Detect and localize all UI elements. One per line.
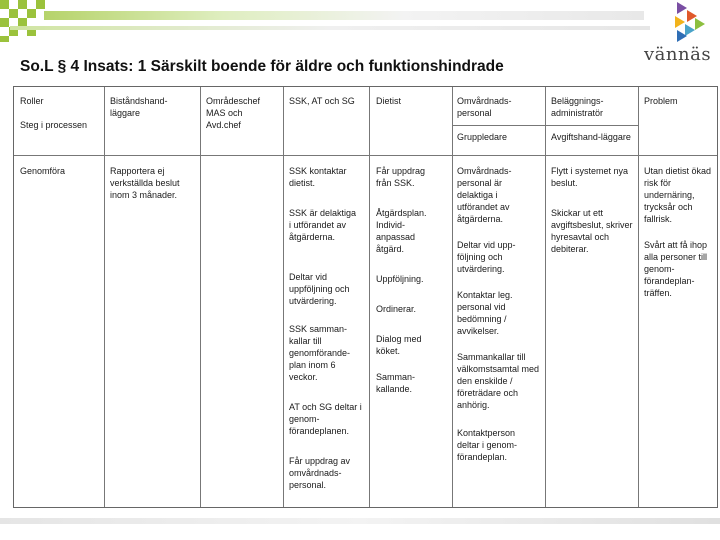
dietist-item: Åtgärdsplan. Individ-anpassad åtgärd. — [376, 208, 427, 254]
header-gruppledare: Gruppledare — [457, 132, 508, 142]
ssk-item: SSK kontaktar dietist. — [289, 166, 347, 188]
bistand-cell: Rapportera ej verkställda beslut inom 3 månader. — [110, 166, 180, 200]
decorative-bottom-bar — [0, 518, 720, 524]
omvard-item: Sammankallar till välkomstsamtal med den enskilde / företrädare och anhörig. — [457, 352, 540, 410]
header-belaggningsadministrator: Beläggnings-administratör — [551, 96, 604, 118]
belagg-item: Flytt i systemet nya beslut. — [551, 166, 629, 188]
ssk-item: SSK samman-kallar till genomförande-plan inom 6 veckor. — [289, 324, 351, 382]
omvard-item: Kontaktar leg. personal vid bedömning / avvikelser. — [457, 290, 513, 336]
decorative-top-line — [10, 26, 650, 30]
ssk-item: AT och SG deltar i genom-förandeplanen. — [289, 402, 362, 436]
process-table — [13, 86, 718, 508]
logo-text: vännäs — [644, 44, 712, 65]
header-dietist: Dietist — [376, 96, 402, 106]
problem-item: Svårt att få ihop alla personer till genom-förandeplan-träffen. — [644, 240, 708, 298]
header-roller: Roller — [20, 96, 44, 106]
ssk-item: SSK är delaktiga i utförandet av åtgärderna. — [289, 208, 357, 242]
header-bistandshandlaggare: Biståndshand-läggare — [110, 96, 168, 118]
belagg-item: Skickar ut ett avgiftsbeslut, skriver hyresavtal och debiterar. — [551, 208, 633, 254]
omvard-item: Omvårdnads-personal är delaktiga i utförandet av åtgärderna. — [457, 166, 512, 224]
ssk-item: Får uppdrag av omvårdnads-personal. — [289, 456, 351, 490]
page-title: So.L § 4 Insats: 1 Särskilt boende för äldre och funktionshindrade — [20, 58, 504, 75]
problem-item: Utan dietist ökad risk för undernäring, trycksår och fallrisk. — [644, 166, 712, 224]
dietist-item: Ordinerar. — [376, 304, 417, 314]
header-omradeschef: Områdeschef MAS och Avd.chef — [206, 96, 261, 130]
omvard-item: Kontaktperson deltar i genom-förandeplan. — [457, 428, 518, 462]
header-omvardnadspersonal: Omvårdnads-personal — [457, 96, 512, 118]
decorative-checker-pattern — [0, 0, 90, 44]
header-problem: Problem — [644, 96, 678, 106]
dietist-item: Får uppdrag från SSK. — [376, 166, 426, 188]
header-avgiftshandlaggare: Avgiftshand-läggare — [551, 132, 631, 142]
ssk-item: Deltar vid uppföljning och utvärdering. — [289, 272, 350, 306]
decorative-top-bar — [44, 11, 644, 20]
dietist-item: Dialog med köket. — [376, 334, 422, 356]
dietist-item: Uppföljning. — [376, 274, 424, 284]
omvard-item: Deltar vid upp-följning och utvärdering. — [457, 240, 516, 274]
dietist-item: Samman-kallande. — [376, 372, 416, 394]
header-ssk: SSK, AT och SG — [289, 96, 355, 106]
row-label-genomfora: Genomföra — [20, 166, 66, 176]
header-steg: Steg i processen — [20, 120, 88, 130]
